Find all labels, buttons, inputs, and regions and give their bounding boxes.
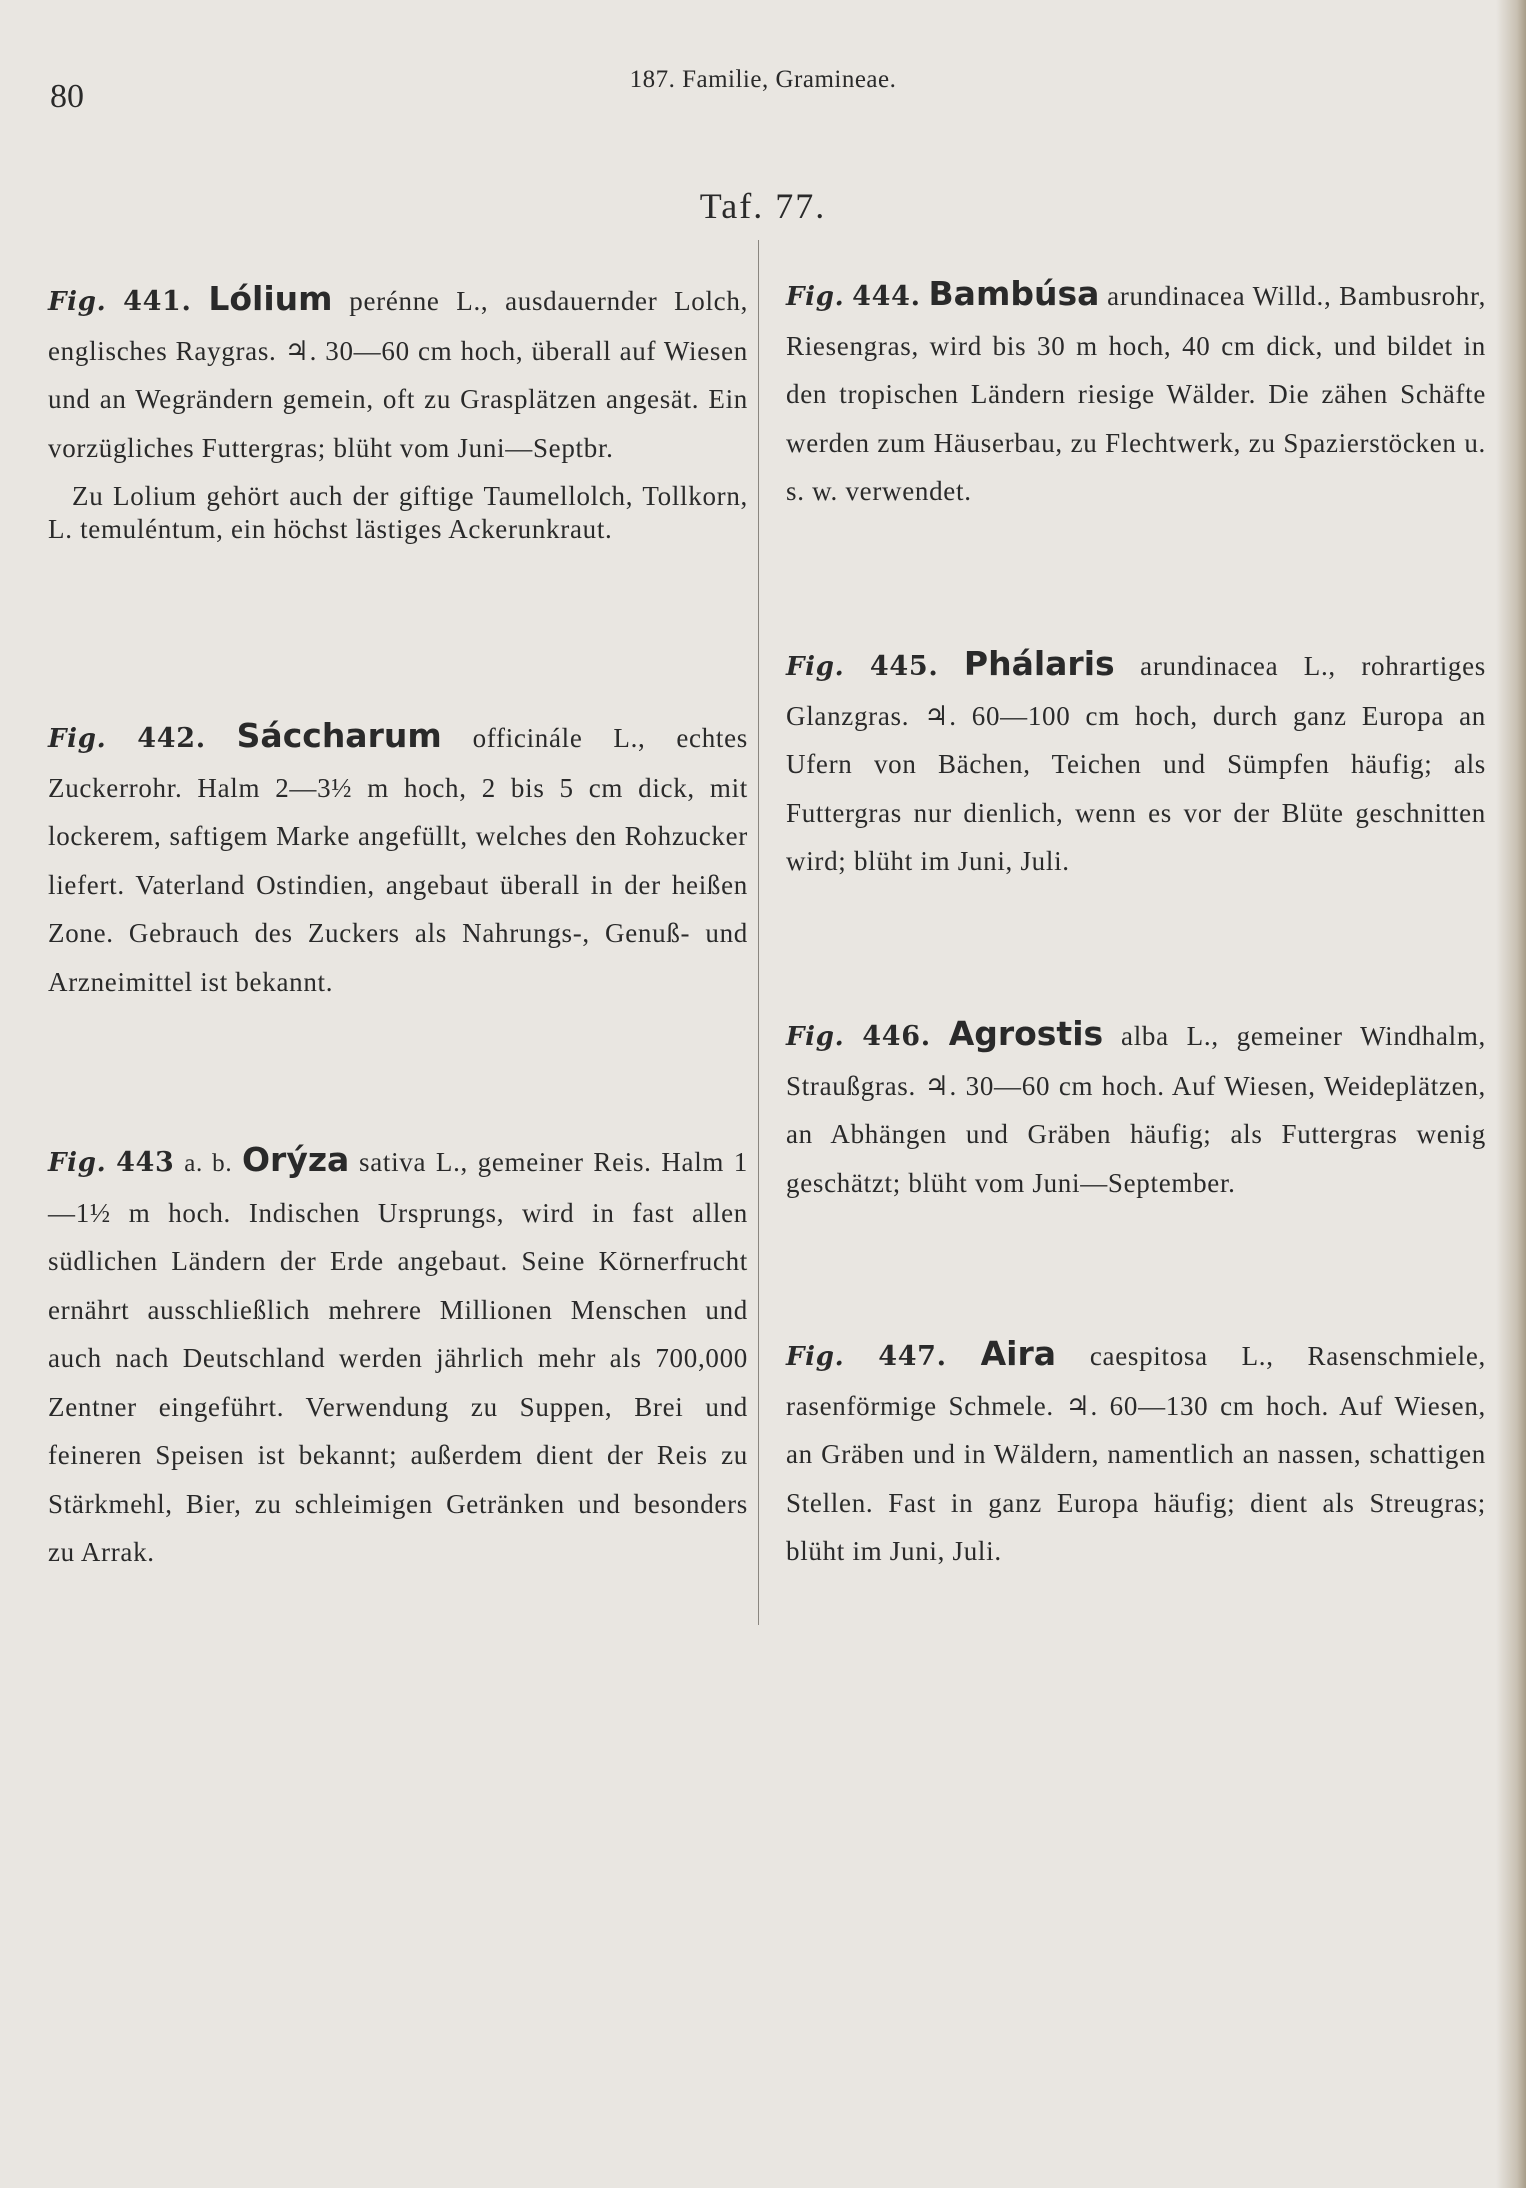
- genus-name: Agrostis: [948, 1014, 1104, 1053]
- page-spine-shadow: [1496, 0, 1526, 2188]
- entry-fig-444: [786, 270, 1486, 516]
- entry-text: perénne L., ausdauernder Lolch, englisches Raygras. ♃. 30—60 cm hoch, überall auf Wiesen und an Wegrändern gemein, oft zu Grasplätzen angesät. Ein vorzügliches Futtergras; blüht vom Juni—Septbr.: [48, 286, 749, 463]
- genus-name: Sáccharum: [236, 716, 442, 755]
- fig-number: 442.: [137, 723, 206, 754]
- running-head: 187. Familie, Gramineae.: [629, 66, 897, 93]
- entry-fig-447: [786, 1330, 1486, 1576]
- entry-fig-445: [786, 640, 1486, 886]
- entry-text: sativa L., gemeiner Reis. Halm 1—1½ m hoch. Indischen Ursprungs, wird in fast allen südlichen Ländern der Erde angebaut. Seine Körnerfrucht ernährt ausschließlich mehrere Millionen Menschen und auch nach Deutschland werden jährlich mehr als 700,000 Zentner eingeführt. Verwendung zu Suppen, Brei und feineren Speisen ist bekannt; außerdem dient der Reis zu Stärkmehl, Bier, zu schleimigen Getränken und besonders zu Arrak.: [48, 1147, 748, 1567]
- fig-label: Fig.: [786, 1342, 845, 1372]
- entry-note: Zu Lolium gehört auch der giftige Taumellolch, Tollkorn, L. temuléntum, ein höchst lästiges Ackerunkraut.: [48, 481, 748, 544]
- entry-fig-441: [48, 275, 748, 546]
- fig-number: 446.: [862, 1021, 931, 1052]
- entry-text: arundinacea L., rohrartiges Glanzgras. ♃. 60—100 cm hoch, durch ganz Europa an Ufern von Bächen, Teichen und Sümpfen häufig; als Futtergras nur dienlich, wenn es vor der Blüte geschnitten wird; blüht im Juni, Juli.: [786, 651, 1486, 876]
- fig-label: Fig.: [786, 282, 845, 312]
- fig-label: Fig.: [48, 724, 107, 754]
- entry-fig-443: [48, 1136, 748, 1577]
- column-divider: [758, 240, 759, 1625]
- fig-number: 443: [116, 1147, 175, 1178]
- entry-text: officinále L., echtes Zuckerrohr. Halm 2—3½ m hoch, 2 bis 5 cm dick, mit lockerem, saftigem Marke angefüllt, welches den Rohzucker liefert. Vaterland Ostindien, angebaut überall in der heißen Zone. Gebrauch des Zuckers als Nahrungs-, Genuß- und Arzneimittel ist bekannt.: [48, 723, 749, 997]
- entry-fig-442: [48, 712, 748, 1006]
- fig-subparts: a. b.: [184, 1150, 233, 1177]
- entry-fig-446: [786, 1010, 1486, 1207]
- page-number: 80: [50, 78, 84, 115]
- fig-number: 441.: [123, 286, 192, 317]
- fig-label: Fig.: [786, 1022, 845, 1052]
- genus-name: Lólium: [208, 279, 333, 318]
- genus-name: Orýza: [242, 1140, 350, 1179]
- fig-number: 447.: [878, 1341, 947, 1372]
- fig-label: Fig.: [786, 652, 845, 682]
- genus-name: Phálaris: [963, 644, 1115, 683]
- fig-label: Fig.: [48, 1148, 107, 1178]
- entry-text: alba L., gemeiner Windhalm, Straußgras. ♃. 30—60 cm hoch. Auf Wiesen, Weideplätzen, an Abhängen und Gräben häufig; als Futtergras wenig geschätzt; blüht vom Juni—September.: [786, 1021, 1487, 1198]
- genus-name: Bambúsa: [928, 274, 1100, 313]
- plate-title: Taf. 77.: [699, 186, 827, 226]
- fig-number: 444.: [852, 281, 921, 312]
- entry-text: caespitosa L., Rasenschmiele, rasenförmige Schmele. ♃. 60—130 cm hoch. Auf Wiesen, an Gräben und in Wäldern, namentlich an nassen, schattigen Stellen. Fast in ganz Europa häufig; dient als Streugras; blüht im Juni, Juli.: [786, 1341, 1487, 1566]
- fig-label: Fig.: [48, 287, 107, 317]
- genus-name: Aira: [980, 1334, 1056, 1373]
- fig-number: 445.: [869, 651, 939, 682]
- entry-text: arundinacea Willd., Bambusrohr, Riesengras, wird bis 30 m hoch, 40 cm dick, und bildet in den tropischen Ländern riesige Wälder. Die zähen Schäfte werden zum Häuserbau, zu Flechtwerk, zu Spazierstöcken u. s. w. verwendet.: [786, 281, 1487, 506]
